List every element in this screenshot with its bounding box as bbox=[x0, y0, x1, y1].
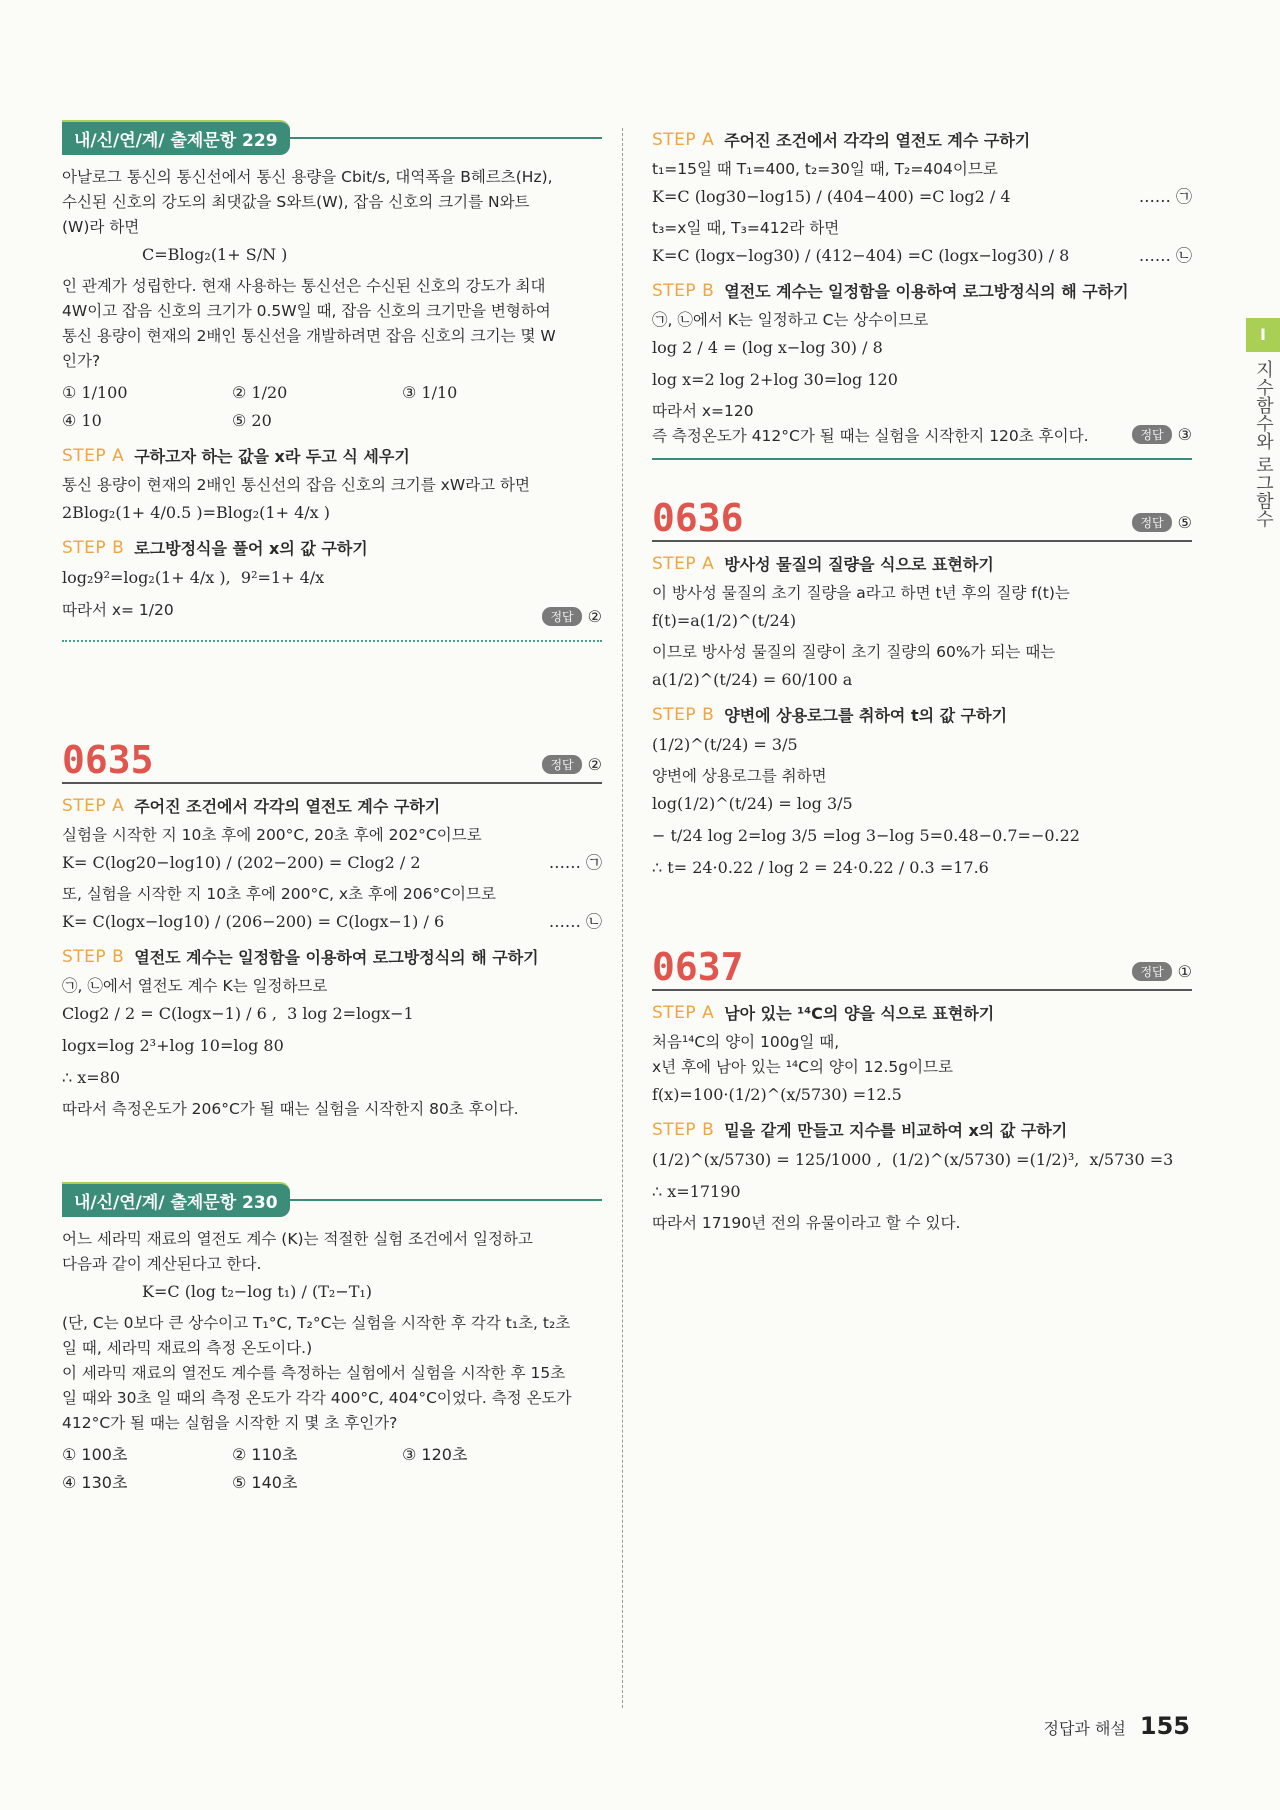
step-label: STEP A bbox=[62, 445, 125, 466]
equation-tag: …… ㉡ bbox=[1138, 246, 1192, 265]
question-line: 일 때와 30초 일 때의 측정 온도가 각각 400°C, 404°C이었다. 측정 온도가 bbox=[62, 1389, 572, 1407]
section-divider bbox=[62, 640, 602, 642]
choice-4[interactable]: ④ 10 bbox=[62, 411, 102, 430]
solution-math: a(1/2)^(t/24) = 60/100 a bbox=[652, 670, 853, 689]
answer bbox=[1132, 962, 1192, 987]
step-b bbox=[62, 945, 602, 968]
step-title: 구하고자 하는 값을 x라 두고 식 세우기 bbox=[134, 447, 410, 466]
solution-math: (1/2)^(t/24) = 3/5 bbox=[652, 735, 798, 754]
solution-line: 또, 실험을 시작한 지 10초 후에 200°C, x초 후에 206°C이므로 bbox=[62, 885, 496, 903]
step-a bbox=[652, 128, 1192, 151]
right-column bbox=[652, 118, 1192, 1236]
problem-number: 0637 bbox=[652, 945, 744, 989]
answer-number: ② bbox=[587, 607, 602, 626]
answer-badge: 정답 bbox=[542, 755, 581, 774]
solution-math bbox=[652, 243, 1192, 269]
step-title: 주어진 조건에서 각각의 열전도 계수 구하기 bbox=[134, 797, 441, 816]
question-line: (단, C는 0보다 큰 상수이고 T₁°C, T₂°C는 실험을 시작한 후 각각 t₁초, t₂초 bbox=[62, 1314, 571, 1332]
step-a bbox=[62, 794, 602, 817]
step-title: 열전도 계수는 일정함을 이용하여 로그방정식의 해 구하기 bbox=[134, 948, 539, 967]
solution-math: ∴ x=17190 bbox=[652, 1182, 741, 1201]
solution-math: − t/24 log 2=log 3/5 =log 3−log 5=0.48−0.7=−0.22 bbox=[652, 826, 1080, 845]
solution-line: 즉 측정온도가 412°C가 될 때는 실험을 시작한지 120초 후이다. bbox=[652, 427, 1089, 445]
step-b bbox=[652, 703, 1192, 726]
answer-number: ③ bbox=[1177, 425, 1192, 444]
problem-0637-header bbox=[652, 947, 1192, 991]
solution-line: 이 방사성 물질의 초기 질량을 a라고 하면 t년 후의 질량 f(t)는 bbox=[652, 584, 1070, 602]
banner-rule bbox=[290, 1199, 602, 1201]
problem-number: 0636 bbox=[652, 496, 744, 540]
answer bbox=[542, 755, 602, 780]
step-title: 양변에 상용로그를 취하여 t의 값 구하기 bbox=[724, 706, 1008, 725]
solution-math: ∴ x=80 bbox=[62, 1068, 121, 1087]
equation: K=C (logx−log30) / (412−404) =C (logx−log30) / 8 bbox=[652, 246, 1070, 265]
choices bbox=[62, 382, 602, 432]
solution-math bbox=[62, 909, 602, 935]
section-divider bbox=[652, 458, 1192, 460]
page-footer bbox=[1044, 1712, 1190, 1740]
equation-tag: …… ㉡ bbox=[548, 912, 602, 931]
solution-math: Clog2 / 2 = C(logx−1) / 6 , 3 log 2=logx−1 bbox=[62, 1004, 414, 1023]
step-label: STEP B bbox=[652, 1119, 715, 1140]
step-label: STEP A bbox=[62, 795, 125, 816]
step-a bbox=[652, 1001, 1192, 1024]
solution-math: log x=2 log 2+log 30=log 120 bbox=[652, 370, 898, 389]
solution-line: 실험을 시작한 지 10초 후에 200°C, 20초 후에 202°C이므로 bbox=[62, 826, 482, 844]
solution-line: 따라서 17190년 전의 유물이라고 할 수 있다. bbox=[652, 1214, 961, 1232]
equation: K=C (log30−log15) / (404−400) =C log2 / 4 bbox=[652, 187, 1011, 206]
step-label: STEP A bbox=[652, 129, 715, 150]
question-line: 수신된 신호의 강도의 최댓값을 S와트(W), 잡음 신호의 크기를 N와트 bbox=[62, 193, 530, 211]
step-title: 밑을 같게 만들고 지수를 비교하여 x의 값 구하기 bbox=[724, 1121, 1068, 1140]
solution-line: ㉠, ㉡에서 열전도 계수 K는 일정하므로 bbox=[62, 977, 328, 995]
equation-tag: …… ㉠ bbox=[548, 853, 602, 872]
equation: K= C(log20−log10) / (202−200) = Clog2 / 2 bbox=[62, 853, 421, 872]
solution-math: log₂9²=log₂(1+ 4/x ), 9²=1+ 4/x bbox=[62, 568, 325, 587]
equation: K= C(logx−log10) / (206−200) = C(logx−1) / 6 bbox=[62, 912, 445, 931]
solution-line: 통신 용량이 현재의 2배인 통신선의 잡음 신호의 크기를 xW라고 하면 bbox=[62, 476, 531, 494]
answer-badge: 정답 bbox=[542, 607, 581, 626]
solution-math bbox=[62, 850, 602, 876]
solution-math bbox=[652, 184, 1192, 210]
question-line: 인 관계가 성립한다. 현재 사용하는 통신선은 수신된 신호의 강도가 최대 bbox=[62, 277, 546, 295]
formula: K=C (log t₂−log t₁) / (T₂−T₁) bbox=[142, 1282, 373, 1301]
solution-line: 처음¹⁴C의 양이 100g일 때, bbox=[652, 1033, 840, 1051]
banner-label: 내/신/연/계/ 출제문항 230 bbox=[62, 1182, 290, 1217]
solution-math: 따라서 x= 1/20 bbox=[62, 601, 174, 619]
footer-label: 정답과 해설 bbox=[1043, 1719, 1126, 1738]
question-line: 통신 용량이 현재의 2배인 통신선을 개발하려면 잡음 신호의 크기는 몇 W bbox=[62, 327, 556, 345]
banner-rule bbox=[290, 137, 602, 139]
step-label: STEP B bbox=[652, 704, 715, 725]
step-label: STEP B bbox=[62, 537, 125, 558]
step-title: 주어진 조건에서 각각의 열전도 계수 구하기 bbox=[724, 131, 1031, 150]
banner-label: 내/신/연/계/ 출제문항 229 bbox=[62, 120, 290, 155]
chapter-title: 지수함수와 로그함수 bbox=[1253, 360, 1274, 528]
question-line: 4W이고 잡음 신호의 크기가 0.5W일 때, 잡음 신호의 크기만을 변형하여 bbox=[62, 302, 551, 320]
question-line: 아날로그 통신의 통신선에서 통신 용량을 Cbit/s, 대역폭을 B헤르츠(Hz), bbox=[62, 168, 553, 186]
question-line: 인가? bbox=[62, 352, 101, 370]
choice-5[interactable]: ⑤ 20 bbox=[232, 411, 272, 430]
choice-1[interactable]: ① 100초 bbox=[62, 1445, 128, 1464]
choice-5[interactable]: ⑤ 140초 bbox=[232, 1473, 298, 1492]
choice-3[interactable]: ③ 1/10 bbox=[402, 383, 458, 402]
answer-number: ① bbox=[1177, 962, 1192, 981]
solution-line: t₃=x일 때, T₃=412라 하면 bbox=[652, 219, 840, 237]
solution-line: 따라서 x=120 bbox=[652, 402, 754, 420]
step-label: STEP A bbox=[652, 553, 715, 574]
answer-badge: 정답 bbox=[1132, 513, 1171, 532]
step-title: 열전도 계수는 일정함을 이용하여 로그방정식의 해 구하기 bbox=[724, 282, 1129, 301]
question-line: 이 세라믹 재료의 열전도 계수를 측정하는 실험에서 실험을 시작한 후 15초 bbox=[62, 1364, 566, 1382]
formula: C=Blog₂(1+ S/N ) bbox=[142, 245, 288, 264]
choice-2[interactable]: ② 110초 bbox=[232, 1445, 298, 1464]
answer-number: ⑤ bbox=[1177, 513, 1192, 532]
step-label: STEP A bbox=[652, 1002, 715, 1023]
problem-229-banner bbox=[62, 120, 602, 155]
choice-4[interactable]: ④ 130초 bbox=[62, 1473, 128, 1492]
step-label: STEP B bbox=[62, 946, 125, 967]
solution-math: log 2 / 4 = (log x−log 30) / 8 bbox=[652, 338, 883, 357]
column-divider bbox=[622, 128, 623, 1708]
step-b bbox=[62, 536, 602, 559]
question-line: 어느 세라믹 재료의 열전도 계수 (K)는 적절한 실험 조건에서 일정하고 bbox=[62, 1230, 533, 1248]
choice-3[interactable]: ③ 120초 bbox=[402, 1445, 468, 1464]
choices bbox=[62, 1444, 602, 1494]
problem-0635-header bbox=[62, 740, 602, 784]
step-title: 로그방정식을 풀어 x의 값 구하기 bbox=[134, 539, 368, 558]
equation-tag: …… ㉠ bbox=[1138, 187, 1192, 206]
problem-number: 0635 bbox=[62, 738, 154, 782]
question-line: 다음과 같이 계산된다고 한다. bbox=[62, 1255, 262, 1273]
question-line: (W)라 하면 bbox=[62, 218, 140, 236]
question-line: 412°C가 될 때는 실험을 시작한 지 몇 초 후인가? bbox=[62, 1414, 398, 1432]
step-b bbox=[652, 279, 1192, 302]
solution-line: ㉠, ㉡에서 K는 일정하고 C는 상수이므로 bbox=[652, 311, 929, 329]
solution-math: f(x)=100·(1/2)^(x/5730) =12.5 bbox=[652, 1085, 902, 1104]
solution-math: log(1/2)^(t/24) = log 3/5 bbox=[652, 794, 853, 813]
solution-math: f(t)=a(1/2)^(t/24) bbox=[652, 611, 797, 630]
choice-1[interactable]: ① 1/100 bbox=[62, 383, 128, 402]
step-b bbox=[652, 1118, 1192, 1141]
solution-line: t₁=15일 때 T₁=400, t₂=30일 때, T₂=404이므로 bbox=[652, 160, 998, 178]
solution-math: 2Blog₂(1+ 4/0.5 )=Blog₂(1+ 4/x ) bbox=[62, 503, 331, 522]
solution-line: 양변에 상용로그를 취하면 bbox=[652, 767, 827, 785]
page-number: 155 bbox=[1139, 1712, 1190, 1740]
solution-math: logx=log 2³+log 10=log 80 bbox=[62, 1036, 284, 1055]
solution-math: ∴ t= 24·0.22 / log 2 = 24·0.22 / 0.3 =17.6 bbox=[652, 858, 989, 877]
solution-line: 이므로 방사성 물질의 질량이 초기 질량의 60%가 되는 때는 bbox=[652, 643, 1056, 661]
step-a bbox=[652, 552, 1192, 575]
problem-230-banner bbox=[62, 1182, 602, 1217]
left-column bbox=[62, 120, 602, 1506]
answer bbox=[1132, 513, 1192, 538]
solution-line: 따라서 측정온도가 206°C가 될 때는 실험을 시작한지 80초 후이다. bbox=[62, 1100, 519, 1118]
answer-badge: 정답 bbox=[1132, 425, 1171, 444]
solution-line: x년 후에 남아 있는 ¹⁴C의 양이 12.5g이므로 bbox=[652, 1058, 953, 1076]
problem-0636-header bbox=[652, 498, 1192, 542]
step-label: STEP B bbox=[652, 280, 715, 301]
step-title: 남아 있는 ¹⁴C의 양을 식으로 표현하기 bbox=[724, 1004, 995, 1023]
chapter-tab[interactable]: I bbox=[1246, 318, 1280, 352]
solution-math: (1/2)^(x/5730) = 125/1000 , (1/2)^(x/5730) =(1/2)³, x/5730 =3 bbox=[652, 1150, 1174, 1169]
choice-2[interactable]: ② 1/20 bbox=[232, 383, 288, 402]
step-a bbox=[62, 444, 602, 467]
answer-badge: 정답 bbox=[1132, 962, 1171, 981]
question-line: 일 때, 세라믹 재료의 측정 온도이다.) bbox=[62, 1339, 313, 1357]
answer-number: ② bbox=[587, 755, 602, 774]
step-title: 방사성 물질의 질량을 식으로 표현하기 bbox=[724, 555, 994, 574]
